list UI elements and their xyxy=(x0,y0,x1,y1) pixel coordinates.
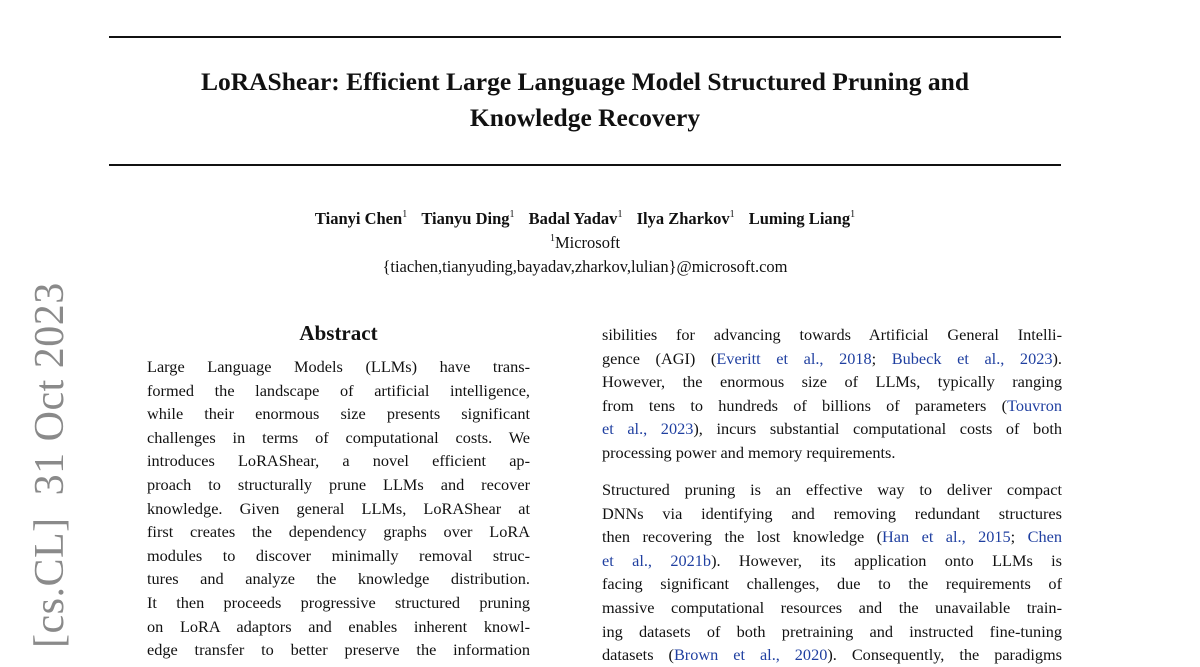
author-affiliation-mark: 1 xyxy=(850,209,856,220)
author-affiliation-mark: 1 xyxy=(617,209,623,220)
intro-line: sibilities for advancing towards Artificial General Intelli- xyxy=(602,325,1062,344)
intro-paragraph-2 xyxy=(602,478,1062,667)
citation-link[interactable]: Touvron xyxy=(1007,395,1062,415)
text-fragment: ; xyxy=(871,348,892,368)
intro-line: processing power and memory requirements. xyxy=(602,442,896,462)
abstract-line: first creates the dependency graphs over LoRA xyxy=(147,522,530,542)
abstract-heading: Abstract xyxy=(299,321,378,345)
arxiv-category: [cs.CL] xyxy=(27,517,73,648)
intro-line xyxy=(602,525,1062,549)
arxiv-date: 31 Oct 2023 xyxy=(27,282,73,496)
abstract-line: Large Language Models (LLMs) have trans- xyxy=(147,357,530,376)
abstract-line: knowledge. Given general LLMs, LoRAShear at xyxy=(147,498,530,518)
citation-link[interactable]: et al., 2021b xyxy=(602,550,712,570)
abstract-line: It then proceeds progressive structured pruning xyxy=(147,592,530,612)
intro-line: DNNs via identifying and removing redundant structures xyxy=(602,503,1062,523)
text-fragment: ). xyxy=(1052,348,1062,368)
author-affiliation-mark: 1 xyxy=(729,209,735,220)
abstract-line: while their enormous size presents significant xyxy=(147,404,530,424)
author-name: Tianyu Ding xyxy=(421,209,510,228)
text-fragment: ), incurs substantial computational costs of both xyxy=(693,419,1062,439)
author-list xyxy=(109,207,1061,231)
abstract-line: modules to discover minimally removal struc- xyxy=(147,545,530,565)
author-emails: {tiachen,tianyuding,bayadav,zharkov,lulian}@microsoft.com xyxy=(382,257,788,276)
intro-paragraph-1 xyxy=(602,323,1062,465)
intro-line xyxy=(602,394,1062,418)
citation-link[interactable]: Chen xyxy=(1027,527,1062,547)
intro-line: However, the enormous size of LLMs, typically ranging xyxy=(602,372,1062,392)
text-fragment: from tens to hundreds of billions of parameters ( xyxy=(602,395,1008,415)
intro-line: ing datasets of both pretraining and instructed fine-tuning xyxy=(602,621,1062,641)
intro-line xyxy=(602,549,1062,573)
affiliation xyxy=(109,231,1061,255)
title-bottom-rule xyxy=(109,164,1061,166)
abstract-line: tures and analyze the knowledge distribution. xyxy=(147,569,530,589)
abstract-line: introduces LoRAShear, a novel efficient ap- xyxy=(147,451,530,471)
arxiv-side-stamp xyxy=(27,282,73,648)
citation-link[interactable]: et al., 2023 xyxy=(602,419,694,439)
author-affiliation-mark: 1 xyxy=(402,209,408,220)
intro-line xyxy=(602,347,1062,371)
affiliation-name: Microsoft xyxy=(554,233,621,252)
intro-line: massive computational resources and the unavailable train- xyxy=(602,597,1062,617)
text-fragment: datasets ( xyxy=(602,645,674,665)
citation-link[interactable]: Everitt et al., 2018 xyxy=(716,348,872,368)
abstract-line: on LoRA adaptors and enables inherent knowl- xyxy=(147,616,530,636)
abstract-line: challenges in terms of computational costs. We xyxy=(147,427,530,447)
text-fragment: ; xyxy=(1010,527,1028,547)
abstract-body xyxy=(147,355,530,662)
title-line-1: LoRAShear: Efficient Large Language Model Structured Pruning and xyxy=(200,67,970,96)
abstract-line: formed the landscape of artificial intelligence, xyxy=(147,380,530,400)
abstract-line: proach to structurally prune LLMs and recover xyxy=(147,474,530,494)
text-fragment: ). Consequently, the paradigms xyxy=(827,645,1063,665)
citation-link[interactable]: Brown et al., 2020 xyxy=(673,645,828,665)
citation-link[interactable]: Han et al., 2015 xyxy=(882,527,1011,547)
citation-link[interactable]: Bubeck et al., 2023 xyxy=(891,348,1053,368)
paper-title xyxy=(109,64,1061,136)
text-fragment: then recovering the lost knowledge ( xyxy=(602,527,883,547)
intro-line xyxy=(602,643,1062,667)
affiliation-mark: 1 xyxy=(549,233,555,244)
title-line-2: Knowledge Recovery xyxy=(469,103,701,132)
author-name: Luming Liang xyxy=(748,209,851,228)
text-fragment: ). However, its application onto LLMs is xyxy=(711,550,1063,570)
author-name: Badal Yadav xyxy=(528,209,618,228)
author-affiliation-mark: 1 xyxy=(509,209,515,220)
intro-line xyxy=(602,417,1062,441)
intro-line: Structured pruning is an effective way to deliver compact xyxy=(602,480,1062,499)
title-top-rule xyxy=(109,36,1061,38)
text-fragment: gence (AGI) ( xyxy=(602,348,717,368)
intro-line: facing significant challenges, due to the requirements of xyxy=(602,574,1062,594)
author-name: Tianyi Chen xyxy=(314,209,403,228)
abstract-line: edge transfer to better preserve the information xyxy=(147,640,530,660)
author-name: Ilya Zharkov xyxy=(636,209,730,228)
